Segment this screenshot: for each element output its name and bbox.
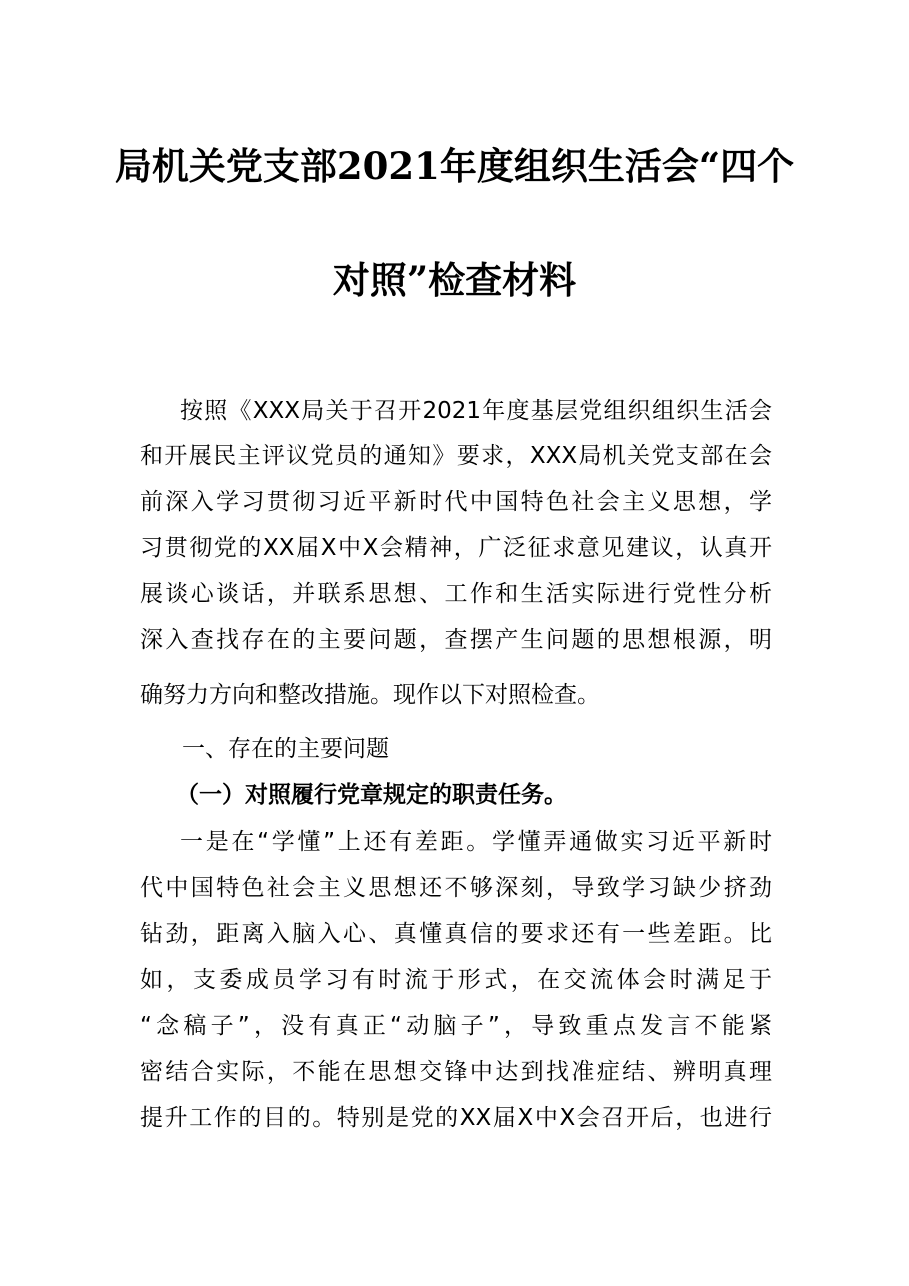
body-paragraph-line: “念稿子”，没有真正“动脑子”，导致重点发言不能紧: [140, 1013, 772, 1039]
body-paragraph-line: 钻劲，距离入脑入心、真懂真信的要求还有一些差距。比: [140, 921, 772, 947]
intro-paragraph-line: 和开展民主评议党员的通知》要求，XXX局机关党支部在会: [140, 443, 772, 469]
intro-paragraph-line: 深入查找存在的主要问题，查摆产生问题的思想根源，明: [140, 627, 772, 653]
intro-paragraph-line: 习贯彻党的XX届X中X会精神，广泛征求意见建议，认真开: [140, 535, 772, 561]
body-paragraph-line: 一是在“学懂”上还有差距。学懂弄通做实习近平新时: [180, 829, 772, 855]
section-heading: 一、存在的主要问题: [182, 736, 389, 762]
intro-paragraph-line: 前深入学习贯彻习近平新时代中国特色社会主义思想，学: [140, 489, 772, 515]
intro-paragraph-line: 确努力方向和整改措施。现作以下对照检查。: [140, 682, 600, 708]
body-paragraph-line: 如，支委成员学习有时流于形式，在交流体会时满足于: [140, 967, 772, 993]
body-paragraph-line: 提升工作的目的。特别是党的XX届X中X会召开后，也进行: [140, 1105, 772, 1131]
body-paragraph-line: 代中国特色社会主义思想还不够深刻，导致学习缺少挤劲: [140, 875, 772, 901]
document-title-line-1: 局机关党支部2021年度组织生活会“四个: [114, 144, 795, 188]
document-title-line-2: 对照”检查材料: [332, 258, 577, 302]
subsection-heading: （一）对照履行党章规定的职责任务。: [176, 782, 567, 808]
body-paragraph-line: 密结合实际，不能在思想交锋中达到找准症结、辨明真理: [140, 1059, 772, 1085]
intro-paragraph-line: 按照《XXX局关于召开2021年度基层党组织组织生活会: [180, 398, 772, 424]
intro-paragraph-line: 展谈心谈话，并联系思想、工作和生活实际进行党性分析: [140, 581, 772, 607]
